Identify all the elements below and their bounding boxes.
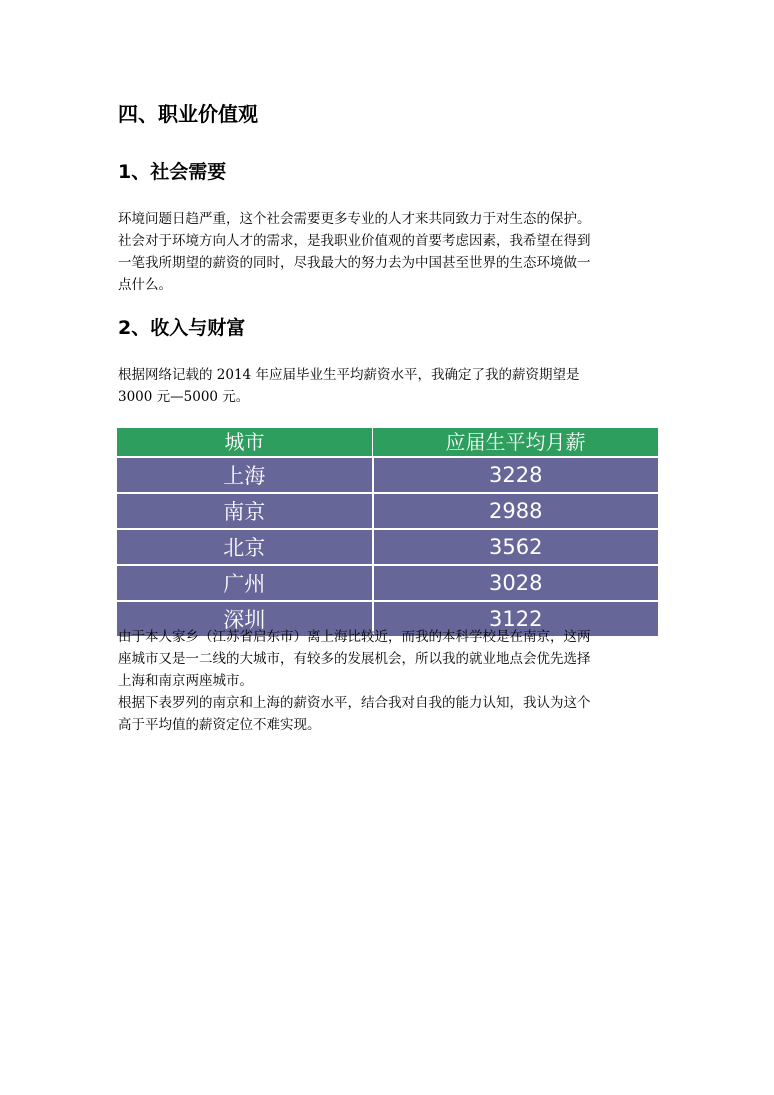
cell-salary: 3562	[373, 529, 659, 565]
paragraph-line: 根据网络记载的 2014 年应届毕业生平均薪资水平，我确定了我的薪资期望是	[118, 367, 580, 383]
cell-city: 广州	[117, 565, 373, 601]
cell-salary: 3028	[373, 565, 659, 601]
table-row	[117, 565, 658, 601]
table-row	[117, 457, 658, 493]
paragraph-line: 根据下表罗列的南京和上海的薪资水平，结合我对自我的能力认知，我认为这个	[118, 695, 591, 711]
section-2-body	[118, 626, 663, 736]
paragraph-line: 高于平均值的薪资定位不难实现。	[118, 717, 321, 733]
cell-city: 北京	[117, 529, 373, 565]
section-2-title: 2、收入与财富	[118, 317, 246, 339]
paragraph-line: 座城市又是一二线的大城市，有较多的发展机会，所以我的就业地点会优先选择	[118, 651, 591, 667]
table-row	[117, 529, 658, 565]
paragraph-line: 3000 元—5000 元。	[118, 389, 250, 405]
header-salary: 应届生平均月薪	[373, 428, 659, 457]
paragraph-line: 上海和南京两座城市。	[118, 673, 253, 689]
cell-salary: 3122	[373, 601, 659, 636]
table-row	[117, 493, 658, 529]
salary-table	[117, 428, 658, 636]
paragraph-line: 由于本人家乡（江苏省启东市）离上海比较近，而我的本科学校是在南京，这两	[118, 629, 591, 645]
main-heading: 四、职业价值观	[118, 102, 258, 126]
section-1-paragraph	[118, 208, 663, 296]
table-header-row	[117, 428, 658, 457]
cell-city: 上海	[117, 457, 373, 493]
cell-city: 深圳	[117, 601, 373, 636]
cell-salary: 2988	[373, 493, 659, 529]
cell-salary: 3228	[373, 457, 659, 493]
section-2-intro	[118, 364, 663, 408]
paragraph-line: 一笔我所期望的薪资的同时，尽我最大的努力去为中国甚至世界的生态环境做一	[118, 255, 591, 271]
header-city: 城市	[117, 428, 373, 457]
cell-city: 南京	[117, 493, 373, 529]
paragraph-line: 社会对于环境方向人才的需求，是我职业价值观的首要考虑因素，我希望在得到	[118, 233, 591, 249]
paragraph-line: 点什么。	[118, 277, 172, 293]
paragraph-line: 环境问题日趋严重，这个社会需要更多专业的人才来共同致力于对生态的保护。	[118, 211, 591, 227]
section-1-title: 1、社会需要	[118, 161, 227, 183]
